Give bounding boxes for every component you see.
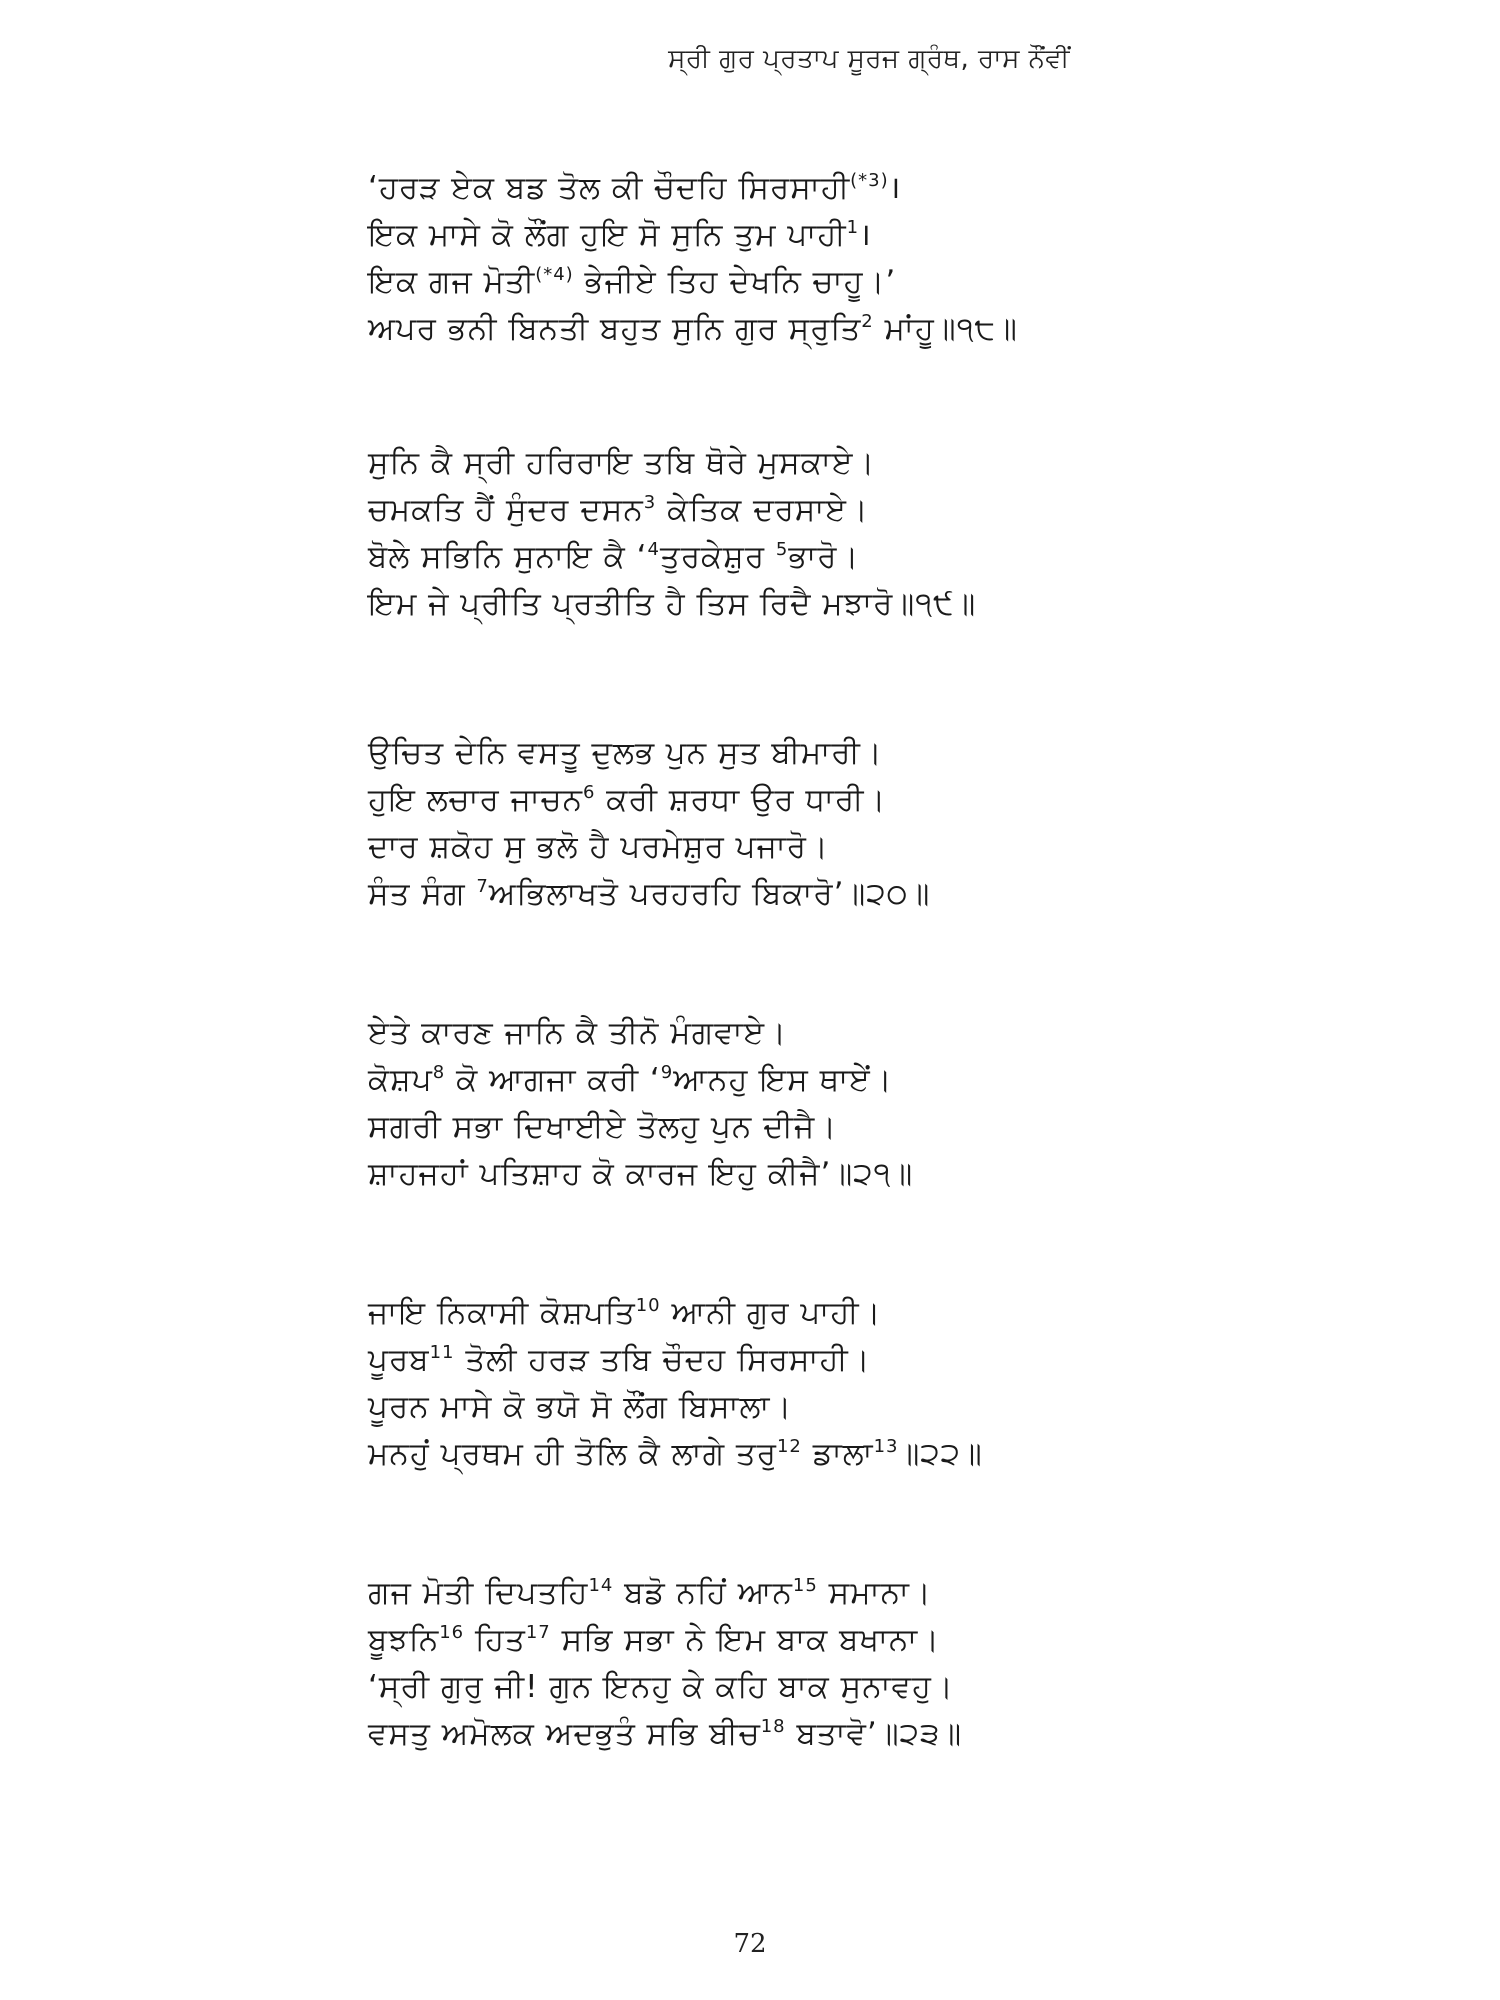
verse-text: ਤੋਲੀ ਹਰੜ ਤਬਿ ਚੌਦਹ ਸਿਰਸਾਹੀ। — [454, 1342, 871, 1378]
verse-text: ਗਜ ਮੋਤੀ ਦਿਪਤਹਿ — [368, 1575, 589, 1611]
stanza-22 — [368, 1290, 1128, 1478]
verse-line — [368, 1337, 1128, 1384]
verse-text: ਕੋ ਆਗਜਾ ਕਰੀ ‘ — [445, 1062, 661, 1098]
footnote-marker: 12 — [776, 1436, 802, 1457]
footnote-marker: 10 — [635, 1295, 661, 1316]
verse-line — [368, 1104, 1128, 1151]
verse-text: ਮਾਂਹੂ॥੧੮॥ — [873, 311, 1018, 347]
verse-text: ਕੋਸ਼ਪ — [368, 1062, 433, 1098]
verse-line — [368, 1711, 1128, 1758]
verse-text: ਹੁਇ ਲਚਾਰ ਜਾਚਨ — [368, 782, 583, 818]
running-header: ਸ੍ਰੀ ਗੁਰ ਪ੍ਰਤਾਪ ਸੂਰਜ ਗ੍ਰੰਥ, ਰਾਸ ਨੌਂਵੀਂ — [668, 44, 1070, 74]
verse-text: ਚਮਕਤਿ ਹੈਂ ਸੁੰਦਰ ਦਸਨ — [368, 492, 644, 528]
verse-line — [368, 212, 1128, 259]
footnote-marker: 14 — [588, 1575, 614, 1596]
verse-text: ਹਿਤ — [464, 1622, 526, 1658]
footnote-marker: 7 — [476, 876, 489, 897]
footnote-marker: 11 — [429, 1342, 455, 1363]
verse-text: ਬੂਝਨਿ — [368, 1622, 440, 1658]
footnote-marker: 17 — [525, 1622, 551, 1643]
verse-line — [368, 534, 1128, 581]
verse-line — [368, 1384, 1128, 1431]
verse-text: ਸਮਾਨਾ। — [817, 1575, 932, 1611]
verse-text: ਕਰੀ ਸ਼ਰਧਾ ਉਰ ਧਾਰੀ। — [595, 782, 887, 818]
verse-line — [368, 306, 1128, 353]
verse-text: ਡਾਲਾ — [801, 1436, 874, 1472]
verse-text: ਬੋਲੇ ਸਭਿਨਿ ਸੁਨਾਇ ਕੈ ‘ — [368, 539, 648, 575]
verse-line — [368, 1151, 1128, 1198]
verse-text: ਇਮ ਜੇ ਪ੍ਰੀਤਿ ਪ੍ਰਤੀਤਿ ਹੈ ਤਿਸ ਰਿਦੈ ਮਝਾਰੋ॥੧੯॥ — [368, 586, 977, 622]
stanza-21 — [368, 1010, 1128, 1198]
verse-text: ਸਭਿ ਸਭਾ ਨੇ ਇਮ ਬਾਕ ਬਖਾਨਾ। — [550, 1622, 941, 1658]
verse-text: ਏਤੇ ਕਾਰਣ ਜਾਨਿ ਕੈ ਤੀਨੋ ਮੰਗਵਾਏ। — [368, 1015, 788, 1051]
verse-line — [368, 487, 1128, 534]
verse-text: ਵਸਤੁ ਅਮੋਲਕ ਅਦਭੁਤੰ ਸਭਿ ਬੀਚ — [368, 1716, 761, 1752]
verse-text: ਮਨਹੁਂ ਪ੍ਰਥਮ ਹੀ ਤੋਲਿ ਕੈ ਲਾਗੇ ਤਰੁ — [368, 1436, 777, 1472]
verse-text: ਸਗਰੀ ਸਭਾ ਦਿਖਾਈਏ ਤੋਲਹੁ ਪੁਨ ਦੀਜੈ। — [368, 1109, 838, 1145]
verse-text: ਭਾਰੋ। — [788, 539, 860, 575]
footnote-marker: 2 — [861, 311, 874, 332]
footnote-marker: 18 — [760, 1716, 786, 1737]
footnote-marker: 15 — [792, 1575, 818, 1596]
footnote-marker: (*3) — [850, 170, 889, 191]
verse-text: ਉਚਿਤ ਦੇਨਿ ਵਸਤੂ ਦੁਲਭ ਪੁਨ ਸੁਤ ਬੀਮਾਰੀ। — [368, 735, 883, 771]
verse-line — [368, 1057, 1128, 1104]
stanza-18 — [368, 165, 1128, 353]
verse-text: ਸੁਨਿ ਕੈ ਸ੍ਰੀ ਹਰਿਰਾਇ ਤਬਿ ਥੋਰੇ ਮੁਸਕਾਏ। — [368, 445, 876, 481]
verse-text: ‘ਹਰੜ ਏਕ ਬਡ ਤੋਲ ਕੀ ਚੌਦਹਿ ਸਿਰਸਾਹੀ — [368, 170, 851, 206]
verse-line — [368, 440, 1128, 487]
verse-line — [368, 1431, 1128, 1478]
verse-text: ਕੇਤਿਕ ਦਰਸਾਏ। — [656, 492, 869, 528]
verse-text: ॥੨੨॥ — [898, 1436, 983, 1472]
verse-line — [368, 1010, 1128, 1057]
verse-text: ਪੂਰਬ — [368, 1342, 430, 1378]
footnote-marker: 3 — [643, 492, 657, 513]
footnote-marker: (*4) — [535, 264, 574, 285]
verse-text: ਆਨੀ ਗੁਰ ਪਾਹੀ। — [660, 1295, 882, 1331]
verse-line — [368, 165, 1128, 212]
verse-text: ਤੁਰਕੇਸ਼ੁਰ — [659, 539, 776, 575]
verse-text: ਇਕ ਗਜ ਮੋਤੀ — [368, 264, 536, 300]
footnote-marker: 8 — [432, 1062, 446, 1083]
verse-text: ਇਕ ਮਾਸੇ ਕੋ ਲੌਂਗ ਹੁਇ ਸੋ ਸੁਨਿ ਤੁਮ ਪਾਹੀ — [368, 217, 847, 253]
verse-line — [368, 871, 1128, 918]
footnote-marker: 9 — [660, 1062, 674, 1083]
footnote-marker: 16 — [439, 1622, 465, 1643]
verse-line — [368, 1290, 1128, 1337]
footnote-marker: 6 — [583, 782, 596, 803]
verse-text: ‘ਸ੍ਰੀ ਗੁਰੁ ਜੀ! ਗੁਨ ਇਨਹੁ ਕੇ ਕਹਿ ਬਾਕ ਸੁਨਾਵਹੁ। — [368, 1669, 954, 1705]
verse-text: । — [859, 217, 872, 253]
verse-line — [368, 777, 1128, 824]
verse-text: ਅਪਰ ਭਨੀ ਬਿਨਤੀ ਬਹੁਤ ਸੁਨਿ ਗੁਰ ਸ੍ਰੁਤਿ — [368, 311, 862, 347]
verse-text: ਪੂਰਨ ਮਾਸੇ ਕੋ ਭਯੋ ਸੋ ਲੌਂਗ ਬਿਸਾਲਾ। — [368, 1389, 793, 1425]
verse-line — [368, 730, 1128, 777]
page-number: 72 — [733, 1929, 767, 1959]
verse-text: ਅਭਿਲਾਖਤੋ ਪਰਹਰਹਿ ਬਿਕਾਰੋ’॥੨੦॥ — [488, 876, 931, 912]
footnote-marker: 13 — [873, 1436, 899, 1457]
verse-text: ਸੰਤ ਸੰਗ — [368, 876, 477, 912]
verse-text: ਬਡੋ ਨਹਿਂ ਆਨ — [613, 1575, 793, 1611]
stanza-20 — [368, 730, 1128, 918]
verse-text: ਦਾਰ ਸ਼ਕੋਹ ਸੁ ਭਲੋ ਹੈ ਪਰਮੇਸ਼ੁਰ ਪਜਾਰੋ। — [368, 829, 829, 865]
verse-text: । — [888, 170, 902, 206]
verse-line — [368, 581, 1128, 628]
verse-text: ਆਨਹੁ ਇਸ ਥਾਏਂ। — [673, 1062, 893, 1098]
verse-text: ਜਾਇ ਨਿਕਾਸੀ ਕੋਸ਼ਪਤਿ — [368, 1295, 636, 1331]
stanza-23 — [368, 1570, 1128, 1758]
verse-line — [368, 1617, 1128, 1664]
verse-line — [368, 1570, 1128, 1617]
stanza-19 — [368, 440, 1128, 628]
verse-text: ਸ਼ਾਹਜਹਾਂ ਪਤਿਸ਼ਾਹ ਕੋ ਕਾਰਜ ਇਹੁ ਕੀਜੈ’॥੨੧॥ — [368, 1156, 914, 1192]
verse-text: ਭੇਜੀਏ ਤਿਹ ਦੇਖਨਿ ਚਾਹੂ।’ — [573, 264, 897, 300]
verse-line — [368, 1664, 1128, 1711]
verse-text: ਬਤਾਵੋ’॥੨੩॥ — [785, 1716, 963, 1752]
footnote-marker: 4 — [647, 539, 660, 560]
footnote-marker: 1 — [846, 217, 860, 238]
footnote-marker: 5 — [775, 539, 789, 560]
verse-line — [368, 259, 1128, 306]
verse-line — [368, 824, 1128, 871]
